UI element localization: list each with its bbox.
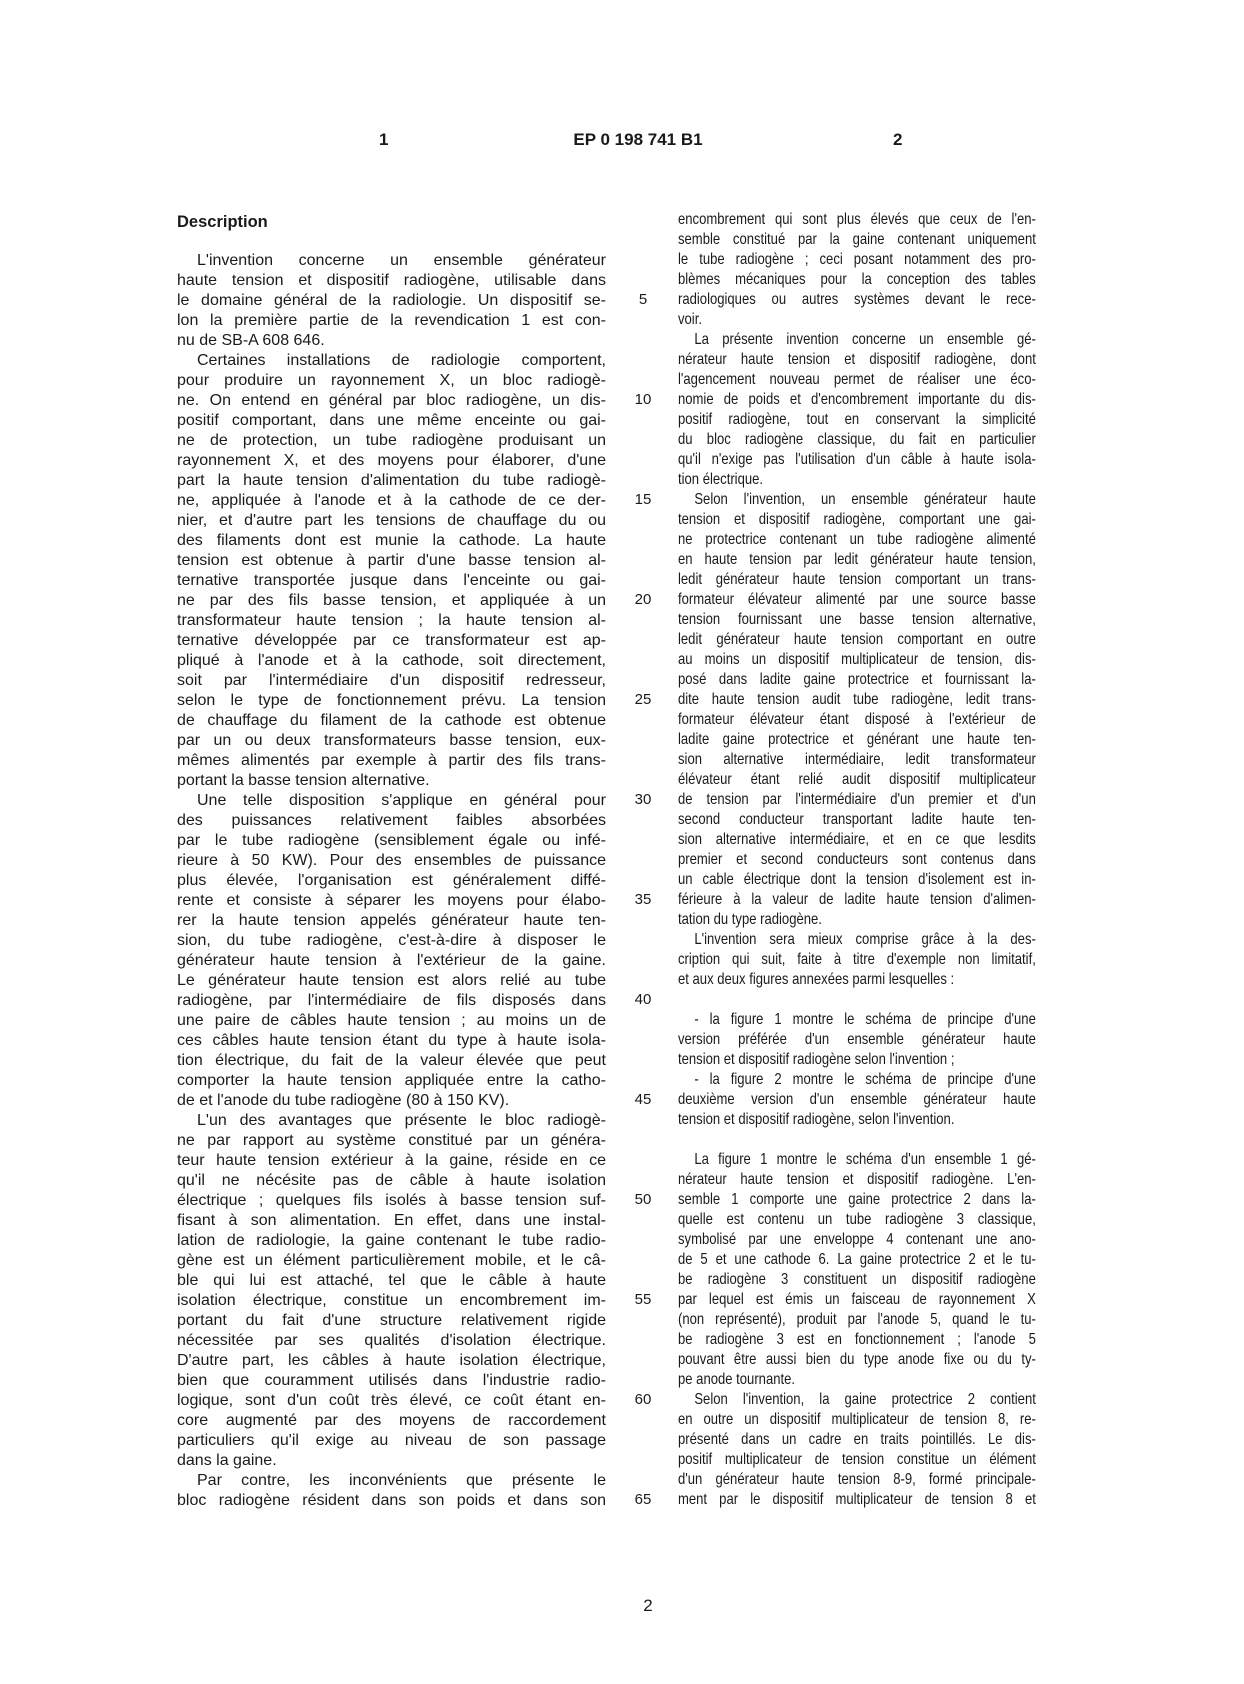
line-number: 30 (634, 791, 652, 808)
text-line: quelle est contenu un tube radiogène 3 classique, (678, 1211, 1036, 1228)
paragraph (678, 1150, 1036, 1390)
text-line: voir. (678, 311, 702, 328)
text-line: (non représenté), produit par l'anode 5, quand le tu- (678, 1311, 1036, 1328)
text-line: Le générateur haute tension est alors relié au tube (177, 972, 606, 989)
text-line: semble 1 comporte une gaine protectrice 2 dans la- (678, 1191, 1036, 1208)
text-line: second conducteur transportant ladite haute ten- (678, 811, 1036, 828)
text-line: blèmes mécaniques pour la conception des tables (678, 271, 1036, 288)
text-line: par le tube radiogène (sensiblement égale ou infé- (177, 832, 606, 849)
text-line: portant la basse tension alternative. (177, 772, 430, 789)
text-line: tension est obtenue à partir d'une basse tension al- (177, 552, 606, 569)
text-line: sion alternative intermédiaire, et en ce que lesdits (678, 831, 1036, 848)
text-line: bien que couramment utilisés dans l'industrie radio- (177, 1372, 606, 1389)
text-line: rer la haute tension appelés générateur haute ten- (177, 912, 606, 929)
text-line: des filaments dont est munie la cathode. La haute (177, 532, 606, 549)
left-page-number: 1 (379, 130, 389, 149)
text-line: nérateur haute tension et dispositif radiogène, dont (678, 351, 1036, 368)
text-line: de chauffage du filament de la cathode est obtenue (177, 712, 606, 729)
text-line: en outre un dispositif multiplicateur de tension 8, re- (678, 1411, 1036, 1428)
text-line: rayonnement X, et des moyens pour élaborer, d'une (177, 452, 606, 469)
text-line: particuliers qu'il exige au niveau de son passage (177, 1432, 606, 1449)
line-number: 55 (634, 1291, 652, 1308)
line-number: 40 (634, 991, 652, 1008)
text-line: radiologiques ou autres systèmes devant le rece- (678, 291, 1036, 308)
text-line: pour produire un rayonnement X, un bloc radiogè- (177, 372, 606, 389)
left-text-column (177, 251, 606, 1511)
paragraph (177, 791, 606, 1111)
text-line: radiogène, par l'intermédiaire de fils disposés dans (177, 992, 606, 1009)
text-line: positif comportant, dans une même enceinte ou gai- (177, 412, 606, 429)
text-line: une paire de câbles haute tension ; au moins un de (177, 1012, 606, 1029)
text-line: qu'il ne nécésite pas de câble à haute isolation (177, 1172, 606, 1189)
text-line: gène est un élément particulièrement mobile, et le câ- (177, 1252, 606, 1269)
paragraph (678, 1070, 1036, 1130)
paragraph (678, 490, 1036, 930)
text-line: teur haute tension extérieur à la gaine, réside en ce (177, 1152, 606, 1169)
right-page-number: 2 (893, 130, 903, 149)
text-line: part la haute tension d'alimentation du tube radiogè- (177, 472, 606, 489)
text-line: et aux deux figures annexées parmi lesquelles : (678, 971, 955, 988)
text-line: en haute tension par ledit générateur haute tension, (678, 551, 1036, 568)
text-line: de tension par l'intermédiaire d'un premier et d'un (678, 791, 1036, 808)
text-line: Selon l'invention, la gaine protectrice 2 contient (694, 1391, 1036, 1408)
paragraph (177, 1111, 606, 1471)
text-line: ne de protection, un tube radiogène produisant un (177, 432, 606, 449)
text-line: core augmenté par des moyens de raccordement (177, 1412, 606, 1429)
text-line: rieure à 50 KW). Pour des ensembles de puissance (177, 852, 606, 869)
text-line: portant du fait d'une structure relativement rigide (177, 1312, 606, 1329)
text-line: L'invention sera mieux comprise grâce à la des- (694, 931, 1036, 948)
text-line: le domaine général de la radiologie. Un dispositif se- (177, 292, 606, 309)
text-line: La figure 1 montre le schéma d'un ensemble 1 gé- (694, 1151, 1036, 1168)
text-line: be radiogène 3 constituent un dispositif radiogène (678, 1271, 1036, 1288)
text-line: au moins un dispositif multiplicateur de tension, dis- (678, 651, 1036, 668)
paragraph (177, 251, 606, 351)
line-number: 35 (634, 891, 652, 908)
text-line: ment par le dispositif multiplicateur de tension 8 et (678, 1491, 1036, 1508)
text-line: pouvant être aussi bien du type anode fixe ou du ty- (678, 1351, 1036, 1368)
text-line: Certaines installations de radiologie comportent, (197, 352, 606, 369)
text-line: ces câbles haute tension étant du type à haute isola- (177, 1032, 606, 1049)
text-line: tion électrique, du fait de la valeur élevée que peut (177, 1052, 606, 1069)
text-line: formateur élévateur étant disposé à l'extérieur de (678, 711, 1036, 728)
text-line: L'invention concerne un ensemble générateur (197, 252, 606, 269)
text-line: nomie de poids et d'encombrement importante du dis- (678, 391, 1036, 408)
text-line: Par contre, les inconvénients que présente le (197, 1472, 606, 1489)
text-line: premier et second conducteurs sont contenus dans (678, 851, 1036, 868)
paragraph (177, 351, 606, 791)
blank-line (678, 990, 1036, 1010)
text-line: - la figure 1 montre le schéma de principe d'une (694, 1011, 1036, 1028)
text-line: rente et consiste à séparer les moyens pour élabo- (177, 892, 606, 909)
text-line: ble qui lui est attaché, tel que le câble à haute (177, 1272, 606, 1289)
text-line: des puissances relativement faibles absorbées (177, 812, 606, 829)
text-line: formateur élévateur alimenté par une source basse (678, 591, 1036, 608)
line-number: 15 (634, 491, 652, 508)
text-line: ledit générateur haute tension comportant un trans- (678, 571, 1036, 588)
text-line: tension et dispositif radiogène, selon l'invention. (678, 1111, 955, 1128)
paragraph (678, 1010, 1036, 1070)
text-line: tension et dispositif radiogène, comportant une gai- (678, 511, 1036, 528)
text-line: D'autre part, les câbles à haute isolation électrique, (177, 1352, 606, 1369)
text-line: plus élevée, l'organisation est généralement diffé- (177, 872, 606, 889)
text-line: cription qui suit, faite à titre d'exemple non limitatif, (678, 951, 1036, 968)
text-line: Selon l'invention, un ensemble générateur haute (694, 491, 1036, 508)
line-number: 10 (634, 391, 652, 408)
text-line: ternative développée par ce transformateur est ap- (177, 632, 606, 649)
text-line: semble constitué par la gaine contenant uniquement (678, 231, 1036, 248)
text-line: pliqué à l'anode et à la cathode, soit directement, (177, 652, 606, 669)
line-number: 25 (634, 691, 652, 708)
paragraph (177, 1471, 606, 1511)
text-line: posé dans ladite gaine protectrice et fournissant la- (678, 671, 1036, 688)
text-line: bloc radiogène résident dans son poids et dans son (177, 1492, 606, 1509)
line-number: 50 (634, 1191, 652, 1208)
text-line: nérateur haute tension et dispositif radiogène. L'en- (678, 1171, 1036, 1188)
text-line: symbolisé par une enveloppe 4 contenant une ano- (678, 1231, 1036, 1248)
text-line: ne. On entend en général par bloc radiogène, un dis- (177, 392, 606, 409)
line-number: 20 (634, 591, 652, 608)
text-line: férieure à la valeur de ladite haute tension d'alimen- (678, 891, 1036, 908)
text-line: présenté dans un cadre en traits pointillés. Le dis- (678, 1431, 1036, 1448)
text-line: transformateur haute tension ; la haute tension al- (177, 612, 606, 629)
text-line: isolation électrique, constitue un encombrement im- (177, 1292, 606, 1309)
text-line: d'un générateur haute tension 8-9, formé principale- (678, 1471, 1036, 1488)
text-line: tension fournissant une basse tension alternative, (678, 611, 1036, 628)
text-line: dans la gaine. (177, 1452, 277, 1469)
text-line: lation de radiologie, la gaine contenant le tube radio- (177, 1232, 606, 1249)
text-line: encombrement qui sont plus élevés que ceux de l'en- (678, 211, 1036, 228)
text-line: tion électrique. (678, 471, 764, 488)
text-line: ternative transportée jusque dans l'enceinte ou gai- (177, 572, 606, 589)
text-line: soit par l'intermédiaire d'un dispositif redresseur, (177, 672, 606, 689)
text-line: sion alternative intermédiaire, ledit transformateur (678, 751, 1036, 768)
text-line: sion, du tube radiogène, c'est-à-dire à disposer le (177, 932, 606, 949)
text-line: ne protectrice contenant un tube radiogène alimenté (678, 531, 1036, 548)
text-line: - la figure 2 montre le schéma de principe d'une (694, 1071, 1036, 1088)
text-line: qu'il n'exige pas l'utilisation d'un câble à haute isola- (678, 451, 1036, 468)
text-line: par un ou deux transformateurs basse tension, eux- (177, 732, 606, 749)
patent-number: EP 0 198 741 B1 (573, 130, 703, 149)
text-line: selon le type de fonctionnement prévu. La tension (177, 692, 606, 709)
right-text-column (678, 210, 1036, 1510)
paragraph (678, 210, 1036, 330)
text-line: fisant à son alimentation. En effet, dans une instal- (177, 1212, 606, 1229)
text-line: Une telle disposition s'applique en général pour (197, 792, 606, 809)
line-number: 65 (634, 1491, 652, 1508)
text-line: dite haute tension audit tube radiogène, ledit trans- (678, 691, 1036, 708)
text-line: ne par rapport au système constitué par un généra- (177, 1132, 606, 1149)
text-line: ladite gaine protectrice et générant une haute ten- (678, 731, 1036, 748)
line-number: 5 (638, 291, 648, 308)
text-line: nier, et d'autre part les tensions de chauffage du ou (177, 512, 606, 529)
text-line: tation du type radiogène. (678, 911, 822, 928)
text-line: pe anode tournante. (678, 1371, 796, 1388)
text-line: be radiogène 3 est en fonctionnement ; l'anode 5 (678, 1331, 1036, 1348)
text-line: générateur haute tension à l'extérieur de la gaine. (177, 952, 606, 969)
text-line: par lequel est émis un faisceau de rayonnement X (678, 1291, 1036, 1308)
line-number: 60 (634, 1391, 652, 1408)
text-line: nécessitée par ses qualités d'isolation électrique. (177, 1332, 606, 1349)
text-line: La présente invention concerne un ensemble gé- (694, 331, 1036, 348)
text-line: haute tension et dispositif radiogène, utilisable dans (177, 272, 606, 289)
text-line: de et l'anode du tube radiogène (80 à 150 KV). (177, 1092, 510, 1109)
text-line: positif multiplicateur de tension constitue un élément (678, 1451, 1036, 1468)
text-line: tension et dispositif radiogène selon l'invention ; (678, 1051, 955, 1068)
paragraph (678, 330, 1036, 490)
text-line: ledit générateur haute tension comportant en outre (678, 631, 1036, 648)
text-line: lon la première partie de la revendication 1 est con- (177, 312, 606, 329)
text-line: l'agencement nouveau permet de réaliser une éco- (678, 371, 1036, 388)
text-line: le tube radiogène ; ceci posant notamment des pro- (678, 251, 1036, 268)
text-line: de 5 et une cathode 6. La gaine protectrice 2 et le tu- (678, 1251, 1036, 1268)
text-line: deuxième version d'un ensemble générateur haute (678, 1091, 1036, 1108)
text-line: positif radiogène, tout en conservant la simplicité (678, 411, 1036, 428)
paragraph (678, 1390, 1036, 1510)
text-line: nu de SB-A 608 646. (177, 332, 325, 349)
text-line: du bloc radiogène classique, du fait en particulier (678, 431, 1036, 448)
text-line: version préférée d'un ensemble générateur haute (678, 1031, 1036, 1048)
text-line: ne, appliquée à l'anode et à la cathode de ce der- (177, 492, 606, 509)
text-line: logique, sont d'un coût très élevé, ce coût étant en- (177, 1392, 606, 1409)
section-heading: Description (177, 213, 268, 231)
text-line: électrique ; quelques fils isolés à basse tension suf- (177, 1192, 606, 1209)
line-number: 45 (634, 1091, 652, 1108)
blank-line (678, 1130, 1036, 1150)
text-line: ne par des fils basse tension, et appliquée à un (177, 592, 606, 609)
footer-page-number: 2 (643, 1596, 653, 1615)
text-line: élévateur étant relié audit dispositif multiplicateur (678, 771, 1036, 788)
text-line: mêmes alimentés par exemple à partir des fils trans- (177, 752, 606, 769)
paragraph (678, 930, 1036, 990)
text-line: comporter la haute tension appliquée entre la catho- (177, 1072, 606, 1089)
text-line: un cable électrique dont la tension d'isolement est in- (678, 871, 1036, 888)
text-line: L'un des avantages que présente le bloc radiogè- (197, 1112, 606, 1129)
